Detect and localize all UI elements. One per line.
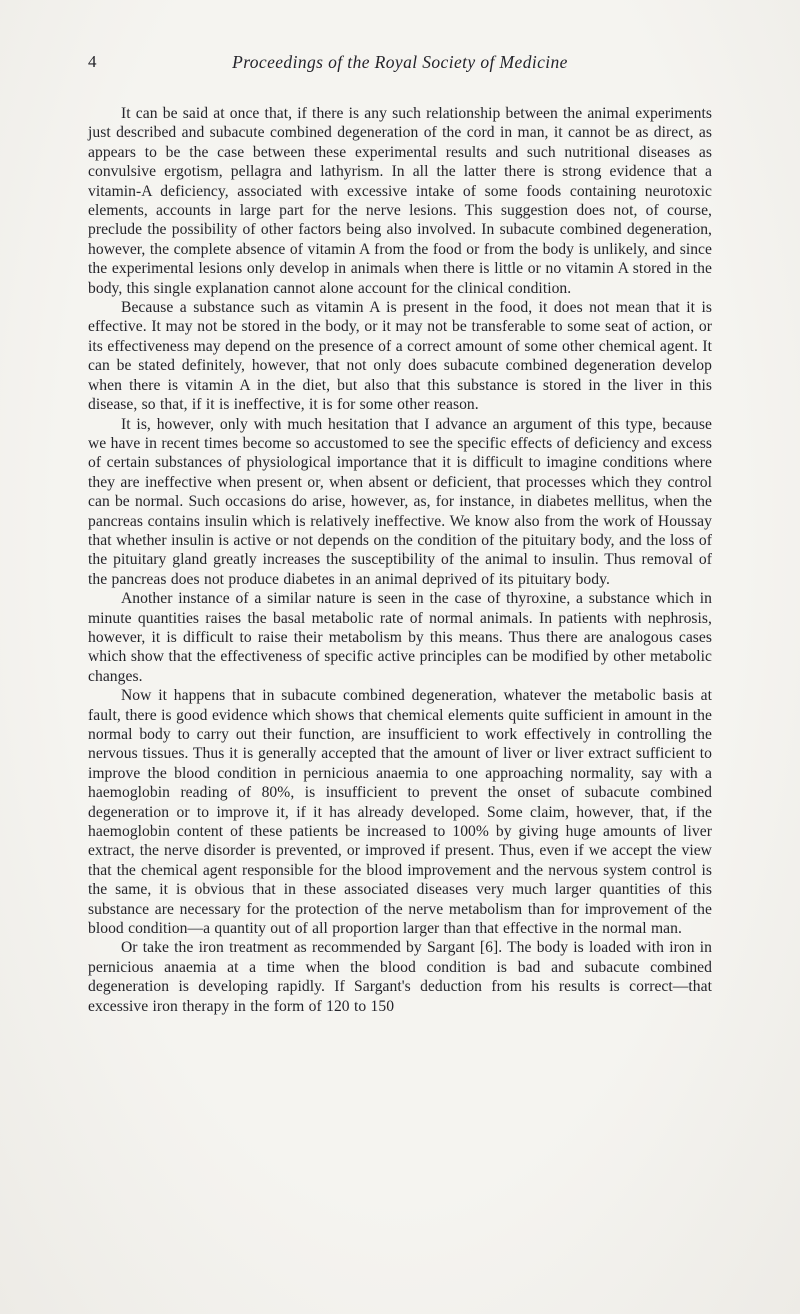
paragraph-4: Another instance of a similar nature is seen in the case of thyroxine, a substance which in minute quantities raises the basal metabolic rate of normal animals. In patients with nephrosis, however, it is difficult to raise their metabolism by this means. Thus there are analogous cases which show that the effectiveness of specific active principles can be modified by other metabolic changes. [88,590,712,685]
paragraph-2: Because a substance such as vitamin A is present in the food, it does not mean that it is effective. It may not be stored in the body, or it may not be transferable to some seat of action, or its effectiveness may depend on the presence of a correct amount of some other chemical agent. It can be stated definitely, however, that not only does subacute combined degeneration develop when there is vitamin A in the diet, but also that this substance is stored in the liver in this disease, so that, if it is ineffective, it is for some other reason. [88,299,712,414]
paragraph-1: It can be said at once that, if there is any such relationship between the animal experiments just described and subacute combined degeneration of the cord in man, it cannot be as direct, as appears to be the case between these experimental results and such nutritional diseases as convulsive ergotism, pellagra and lathyrism. In all the latter there is strong evidence that a vitamin-A deficiency, associated with excessive intake of some foods containing neurotoxic elements, accounts in large part for the nerve lesions. This suggestion does not, of course, preclude the possibility of other factors being also involved. In subacute combined degeneration, however, the complete absence of vitamin A from the food or from the body is unlikely, and since the experimental lesions only develop in animals when there is little or no vitamin A stored in the body, this single explanation cannot alone account for the clinical condition. [88,105,712,297]
page-header [88,52,712,74]
paragraph-3: It is, however, only with much hesitation that I advance an argument of this type, because we have in recent times become so accustomed to see the specific effects of deficiency and excess of certain substances of physiological importance that it is difficult to imagine conditions where they are ineffective when present or, when absent or deficient, that processes which they control can be normal. Such occasions do arise, however, as, for instance, in diabetes mellitus, when the pancreas contains insulin which is relatively ineffective. We know also from the work of Houssay that whether insulin is active or not depends on the condition of the pituitary body, and the loss of the pituitary gland greatly increases the susceptibility of the animal to insulin. Thus removal of the pancreas does not produce diabetes in an animal deprived of its pituitary body. [88,415,712,588]
paragraph-6: Or take the iron treatment as recommended by Sargant [6]. The body is loaded with iron in pernicious anaemia at a time when the blood condition is bad and subacute combined degeneration is developing rapidly. If Sargant's deduction from his results is correct—that excessive iron therapy in the form of 120 to 150 [88,939,712,1015]
running-title: Proceedings of the Royal Society of Medicine [232,52,568,72]
page-number: 4 [88,52,97,71]
paragraph-5: Now it happens that in subacute combined degeneration, whatever the metabolic basis at fault, there is good evidence which shows that chemical elements quite sufficient in amount in the normal body to carry out their function, are insufficient to work effectively in controlling the nervous tissues. Thus it is generally accepted that the amount of liver or liver extract sufficient to improve the blood condition in pernicious anaemia to one approaching normality, say with a haemoglobin reading of 80%, is insufficient to prevent the onset of subacute combined degeneration or to improve it, if it has already developed. Some claim, however, that, if the haemoglobin content of these patients be increased to 100% by giving huge amounts of liver extract, the nerve disorder is prevented, or improved if present. Thus, even if we accept the view that the chemical agent responsible for the blood improvement and the nervous system control is the same, it is obvious that in these associated diseases very much larger quantities of this substance are necessary for the protection of the nerve metabolism than for improvement of the blood condition—a quantity out of all proportion larger than that effective in the normal man. [88,687,712,938]
body-text [88,104,712,1016]
